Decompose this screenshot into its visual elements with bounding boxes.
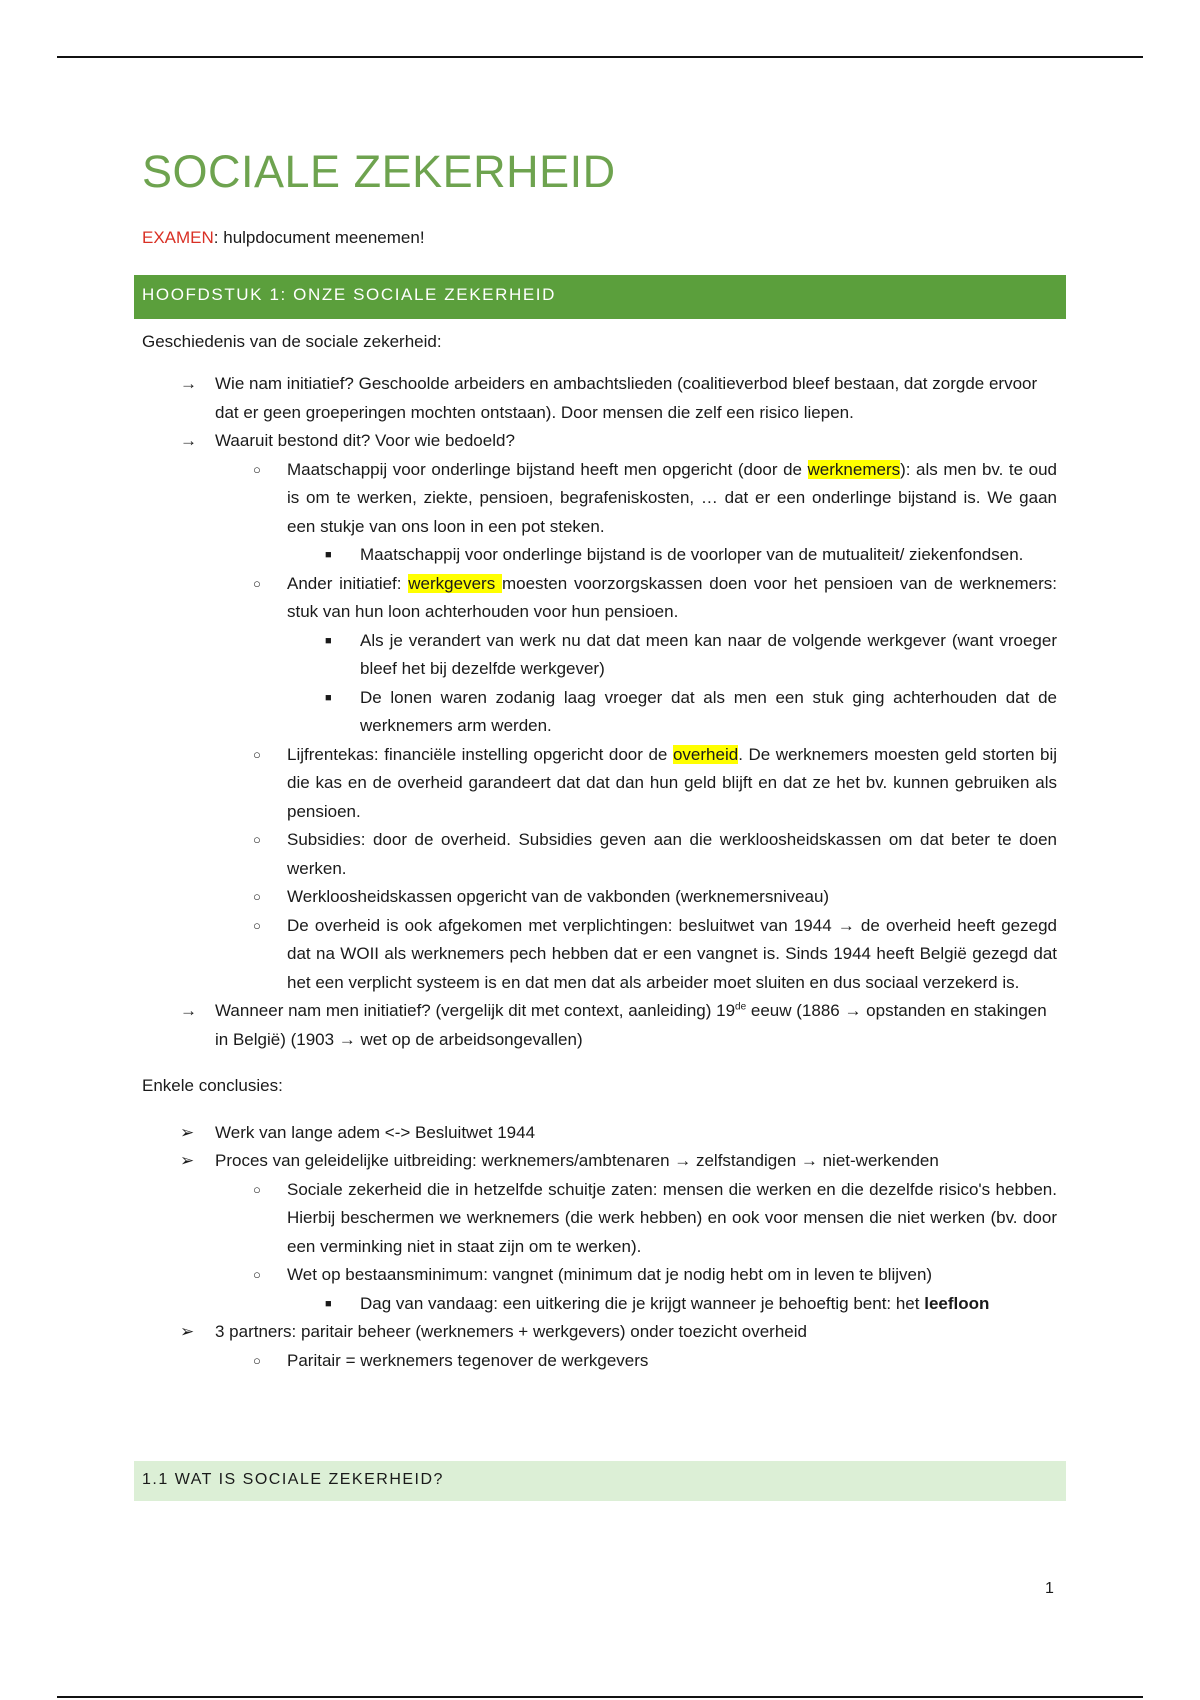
leefloon-term: leefloon — [924, 1293, 990, 1313]
list-item: ○ Maatschappij voor onderlinge bijstand heeft men opgericht (door de werknemers): als men bv. te oud is om te werken, ziekte, pensioen, begrafeniskosten, … dat er een onderlinge bijstand is. We gaan een stukje van ons loon in een pot steken. — [0, 456, 1057, 542]
arrow-bullet-icon: → — [180, 374, 197, 393]
highlight-werknemers: werknemers — [807, 459, 901, 479]
list-item — [0, 370, 1057, 427]
list-item: ○ Paritair = werknemers tegenover de werkgevers — [0, 1347, 1057, 1376]
list-item: ○ Werkloosheidskassen opgericht van de vakbonden (werknemersniveau) — [0, 883, 1057, 912]
arrow-bullet-icon: → — [180, 1001, 197, 1020]
page-title: SOCIALE ZEKERHEID — [142, 146, 616, 197]
history-intro: Geschiedenis van de sociale zekerheid: — [142, 332, 442, 351]
list-item: ➢ Proces van geleidelijke uitbreiding: werknemers/ambtenaren → zelfstandigen → niet-werkenden — [0, 1147, 1057, 1176]
highlight-overheid: overheid — [672, 744, 739, 764]
list-item — [0, 427, 1057, 456]
question-what: Waaruit bestond dit? Voor wie bedoeld? — [215, 431, 515, 450]
list-item: → Wanneer nam men initiatief? (vergelijk dit met context, aanleiding) 19de eeuw (1886 → opstanden en stakingen in België) (1903 → wet op de arbeidsongevallen) — [0, 997, 1057, 1054]
list-item: ○ De overheid is ook afgekomen met verplichtingen: besluitwet van 1944 → de overheid heeft gezegd dat na WOII als werknemers pech hebben dat er een vangnet is. Sinds 1944 heeft België gezegd dat het een verplicht systeem is en dat men dat als arbeider moet sluiten en dus sociaal verzekerd is. — [0, 912, 1057, 998]
list-item: ○ Subsidies: door de overheid. Subsidies geven aan die werkloosheidskassen om dat beter te doen werken. — [0, 826, 1057, 883]
exam-label: EXAMEN — [142, 228, 214, 247]
circle-bullet-icon: ○ — [253, 746, 261, 762]
list-item: ■ De lonen waren zodanig laag vroeger dat als men een stuk ging achterhouden dat de werknemers arm werden. — [0, 684, 1057, 741]
chevron-bullet-icon: ➢ — [180, 1151, 195, 1170]
circle-bullet-icon: ○ — [253, 1181, 261, 1197]
highlight-werkgevers: werkgevers — [408, 573, 502, 593]
list-item: ○ Wet op bestaansminimum: vangnet (minimum dat je nodig hebt om in leven te blijven) — [0, 1261, 1057, 1290]
circle-bullet-icon: ○ — [253, 1352, 261, 1368]
chapter-heading: HOOFDSTUK 1: ONZE SOCIALE ZEKERHEID — [134, 275, 1066, 319]
conclusions-intro: Enkele conclusies: — [142, 1076, 283, 1095]
list-item: ■ Maatschappij voor onderlinge bijstand is de voorloper van de mutualiteit/ ziekenfondsen. — [0, 541, 1057, 570]
exam-text: : hulpdocument meenemen! — [213, 228, 425, 247]
question-who: Wie nam initiatief? Geschoolde arbeiders en ambachtslieden (coalitieverbod bleef bestaan, dat zorgde ervoor dat er geen groeperingen mochten ontstaan). Door mensen die zelf een risico liepen. — [215, 374, 1038, 422]
chevron-bullet-icon: ➢ — [180, 1322, 195, 1341]
square-bullet-icon: ■ — [325, 691, 332, 704]
arrow-bullet-icon: → — [180, 431, 197, 450]
header-rule — [57, 56, 1143, 58]
square-bullet-icon: ■ — [325, 634, 332, 647]
section-heading: 1.1 WAT IS SOCIALE ZEKERHEID? — [134, 1461, 1066, 1501]
circle-bullet-icon: ○ — [253, 917, 261, 933]
list-item: ➢ Werk van lange adem <-> Besluitwet 1944 — [0, 1119, 1057, 1148]
list-item: ○ Sociale zekerheid die in hetzelfde schuitje zaten: mensen die werken en die dezelfde risico's hebben. Hierbij beschermen we werknemers (die werk hebben) en ook voor mensen die niet werken (bv. door een verminking niet in staat zijn om te werken). — [0, 1176, 1057, 1262]
circle-bullet-icon: ○ — [253, 832, 261, 847]
page-number: 1 — [1045, 1580, 1054, 1597]
list-item: ○ Ander initiatief: werkgevers moesten voorzorgskassen doen voor het pensioen van de werknemers: stuk van hun loon achterhouden voor hun pensioen. — [0, 570, 1057, 627]
chevron-bullet-icon: ➢ — [180, 1122, 195, 1142]
circle-bullet-icon: ○ — [253, 575, 261, 591]
list-item: ○ Lijfrentekas: financiële instelling opgericht door de overheid. De werknemers moesten geld storten bij die kas en de overheid garandeert dat dat dan hun geld blijft en dat ze het bv. kunnen gebruiken als pensioen. — [0, 741, 1057, 827]
list-item: ■ Als je verandert van werk nu dat dat meen kan naar de volgende werkgever (want vroeger bleef het bij dezelfde werkgever) — [0, 627, 1057, 684]
list-item: ➢ 3 partners: paritair beheer (werknemers + werkgevers) onder toezicht overheid — [0, 1318, 1057, 1347]
circle-bullet-icon: ○ — [253, 889, 261, 904]
square-bullet-icon: ■ — [325, 1297, 332, 1310]
circle-bullet-icon: ○ — [253, 1267, 261, 1282]
square-bullet-icon: ■ — [325, 549, 332, 561]
list-item: ■ Dag van vandaag: een uitkering die je krijgt wanneer je behoeftig bent: het leefloon — [0, 1290, 1057, 1319]
circle-bullet-icon: ○ — [253, 461, 261, 477]
footer-rule — [57, 1696, 1143, 1698]
exam-note — [142, 228, 425, 248]
history-list — [0, 370, 1200, 1375]
